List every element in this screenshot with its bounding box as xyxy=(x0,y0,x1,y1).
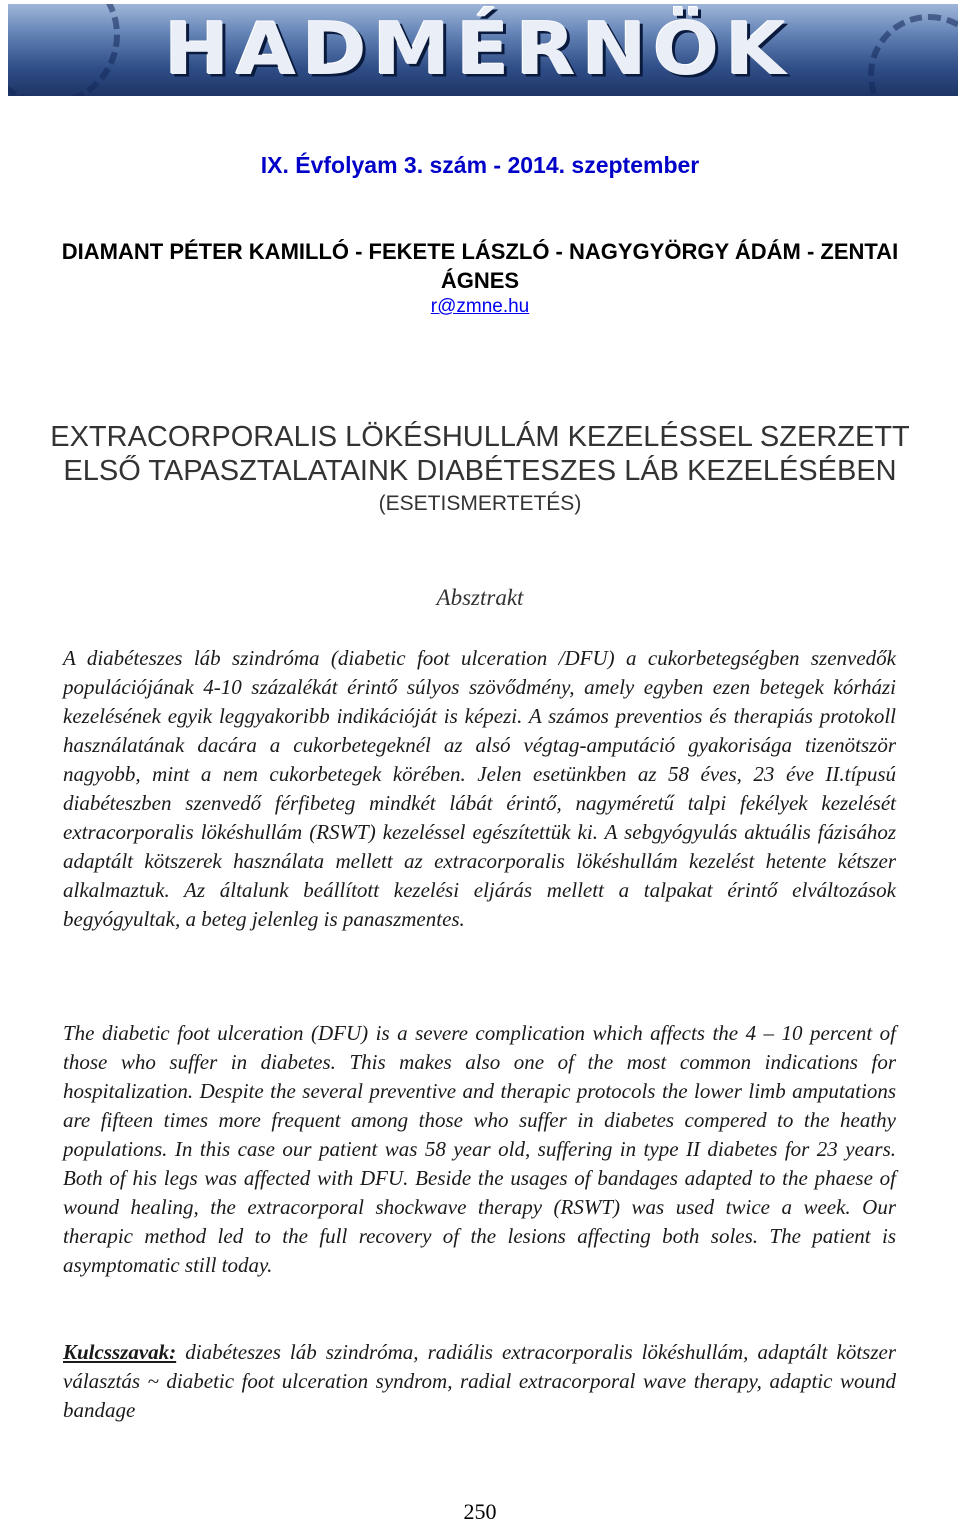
author-email-link[interactable]: r@zmne.hu xyxy=(430,296,530,317)
authors: DIAMANT PÉTER KAMILLÓ - FEKETE LÁSZLÓ - NAGYGYÖRGY ÁDÁM - ZENTAI ÁGNES xyxy=(61,239,899,293)
keywords xyxy=(63,1338,896,1425)
abstract-heading: Absztrakt xyxy=(436,585,524,610)
article-title xyxy=(0,420,960,488)
article-title-line: ELSŐ TAPASZTALATAINK DIABÉTESZES LÁB KEZELÉSÉBEN xyxy=(63,455,897,487)
keywords-text: diabéteszes láb szindróma, radiális extracorporalis lökéshullám, adaptált kötszer választás ~ diabetic foot ulceration syndrom, radial extracorporal wave therapy, adaptic wound bandage xyxy=(63,1340,896,1422)
abstract-english: The diabetic foot ulceration (DFU) is a severe complication which affects the 4 – 10 percent of those who suffer in diabetes. This makes also one of the most common indications for hospitalization. Despite the several preventive and therapic protocols the lower limb amputations are fifteen times more frequent among those who suffer in diabetes compered to the heathy populations. In this case our patient was 58 year old, suffering in type II diabetes for 23 years. Both of his legs was affected with DFU. Beside the usages of bandages adapted to the phaese of wound healing, the extracorporal shockwave therapy (RSWT) was used twice a week. Our therapic method led to the full recovery of the lesions affecting both soles. The patient is asymptomatic still today. xyxy=(63,1021,896,1277)
article-title-line: EXTRACORPORALIS LÖKÉSHULLÁM KEZELÉSSEL SZERZETT xyxy=(50,421,910,453)
journal-logo: HADMÉRNÖK xyxy=(164,8,792,92)
article-subtitle: (ESETISMERTETÉS) xyxy=(378,492,582,515)
issue-line: IX. Évfolyam 3. szám - 2014. szeptember xyxy=(260,152,700,178)
abstract-hungarian: A diabéteszes láb szindróma (diabetic foot ulceration /DFU) a cukorbetegségben szenvedők populációjának 4-10 százalékát érintő súlyos szövődmény, amely egyben ezen betegek kórházi kezelésének egyik leggyakoribb indikációját is képezi. A számos preventios és therapiás protokoll használatának dacára a cukorbetegeknél az alsó végtag-amputáció gyakorisága tizenötször nagyobb, mint a nem cukorbetegek körében. Jelen esetünkben az 58 éves, 23 éve II.típusú diabéteszben szenvedő férfibeteg mindkét lábát érintő, nagyméretű talpi fekélyek kezelését extracorporalis lökéshullám (RSWT) kezeléssel egészítettük ki. A sebgyógyulás aktuális fázisához adaptált kötszerek használata mellett az extracorporalis lökéshullám kezelést hetente kétszer alkalmaztuk. Az általunk beállított kezelési eljárás mellett a talpakat érintő elváltozások begyógyultak, a beteg jelenleg is panaszmentes. xyxy=(63,646,896,931)
gear-decoration-icon xyxy=(868,14,958,96)
page-number: 250 xyxy=(463,1499,497,1524)
journal-banner xyxy=(8,4,958,96)
keywords-label: Kulcsszavak: xyxy=(63,1340,177,1364)
